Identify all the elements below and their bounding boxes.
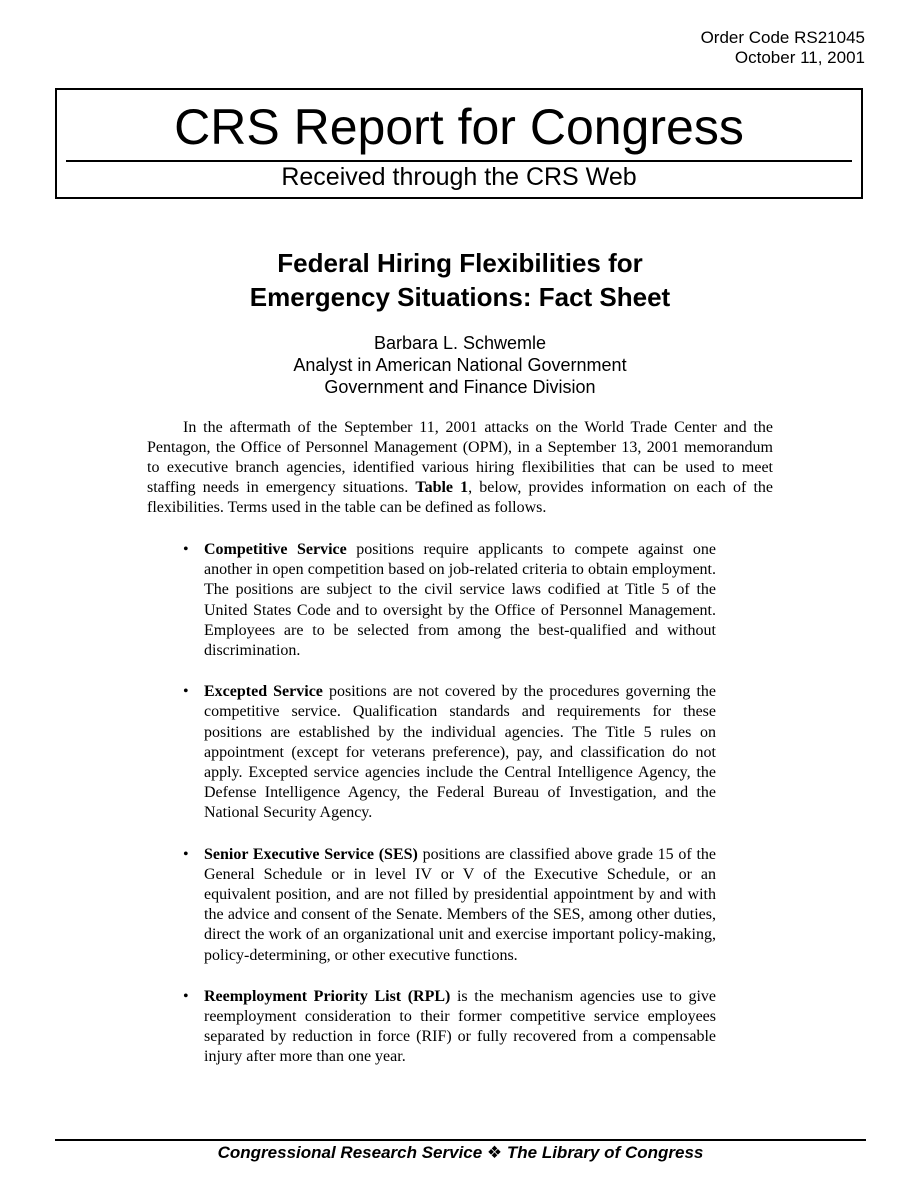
definition-text: positions are classified above grade 15 of the General Schedule or in level IV or V of the Executive Schedule, or an equivalent position, and are not filled by presidential appointment by and with the advice and consent of the Senate. Members of the SES, among other duties, direct the work of an organizational unit and exercise important policy-making, policy-determining, or other executive functions. bbox=[204, 845, 716, 964]
definition-item bbox=[183, 682, 716, 823]
author-division: Government and Finance Division bbox=[324, 377, 596, 397]
definition-text: positions require applicants to compete against one another in open competition based on job-related criteria to obtain employment. The positions are subject to the civil service laws codified at Title 5 of the United States Code and to oversight by the Office of Personnel Management. Employees are to be selected from among the best-qualified and without discrimination. bbox=[204, 541, 716, 660]
table-reference: Table 1 bbox=[415, 479, 469, 496]
definition-term: Excepted Service bbox=[204, 683, 323, 701]
bullet-icon: • bbox=[183, 987, 189, 1005]
definition-term: Reemployment Priority List (RPL) bbox=[204, 987, 451, 1005]
report-title bbox=[100, 246, 820, 314]
intro-text-before: In the aftermath of the September 11, 2001 attacks on the World Trade Center and the Pentagon, the Office of Personnel Management (OPM), in a September 13, 2001 memorandum to executive branch agencies, identified various hiring flexibilities that can be used to meet staffing needs in emergency situations. bbox=[147, 419, 773, 496]
banner-subtitle: Received through the CRS Web bbox=[281, 163, 637, 191]
definitions-list bbox=[183, 540, 716, 1089]
report-title-line1: Federal Hiring Flexibilities for bbox=[277, 248, 643, 278]
definition-item bbox=[183, 845, 716, 966]
definition-text: positions are not covered by the procedures governing the competitive service. Qualification standards and requirements for these positions are established by the individual agencies. The Title 5 rules on appointment (except for veterans preference), pay, and classification do not apply. Excepted service agencies include the Central Intelligence Agency, the Defense Intelligence Agency, the Federal Bureau of Investigation, and the National Security Agency. bbox=[204, 683, 716, 822]
banner-title: CRS Report for Congress bbox=[174, 99, 744, 155]
order-info bbox=[701, 28, 865, 68]
report-date: October 11, 2001 bbox=[734, 48, 865, 67]
author-name: Barbara L. Schwemle bbox=[373, 333, 547, 353]
intro-text-after: , below, provides information on each of the flexibilities. Terms used in the table can be defined as follows. bbox=[147, 479, 774, 516]
page-footer: Congressional Research Service ❖ The Library of Congress bbox=[217, 1143, 704, 1162]
bullet-icon: • bbox=[183, 683, 189, 701]
definition-text: is the mechanism agencies use to give reemployment consideration to their former competitive service employees separated by reduction in force (RIF) or fully recovered from a compensable injury after more than one year. bbox=[204, 987, 717, 1066]
report-banner bbox=[55, 88, 863, 199]
author-block bbox=[100, 332, 820, 398]
definition-item bbox=[183, 540, 716, 661]
definition-term: Competitive Service bbox=[204, 541, 347, 558]
order-code: Order Code RS21045 bbox=[700, 28, 865, 47]
bullet-icon: • bbox=[183, 541, 189, 558]
definition-term: Senior Executive Service (SES) bbox=[204, 845, 418, 863]
bullet-icon: • bbox=[183, 845, 189, 863]
intro-paragraph bbox=[147, 418, 773, 518]
report-title-line2: Emergency Situations: Fact Sheet bbox=[249, 282, 671, 312]
author-position: Analyst in American National Government bbox=[293, 355, 627, 375]
footer-rule bbox=[55, 1139, 866, 1141]
definition-item bbox=[183, 987, 716, 1068]
